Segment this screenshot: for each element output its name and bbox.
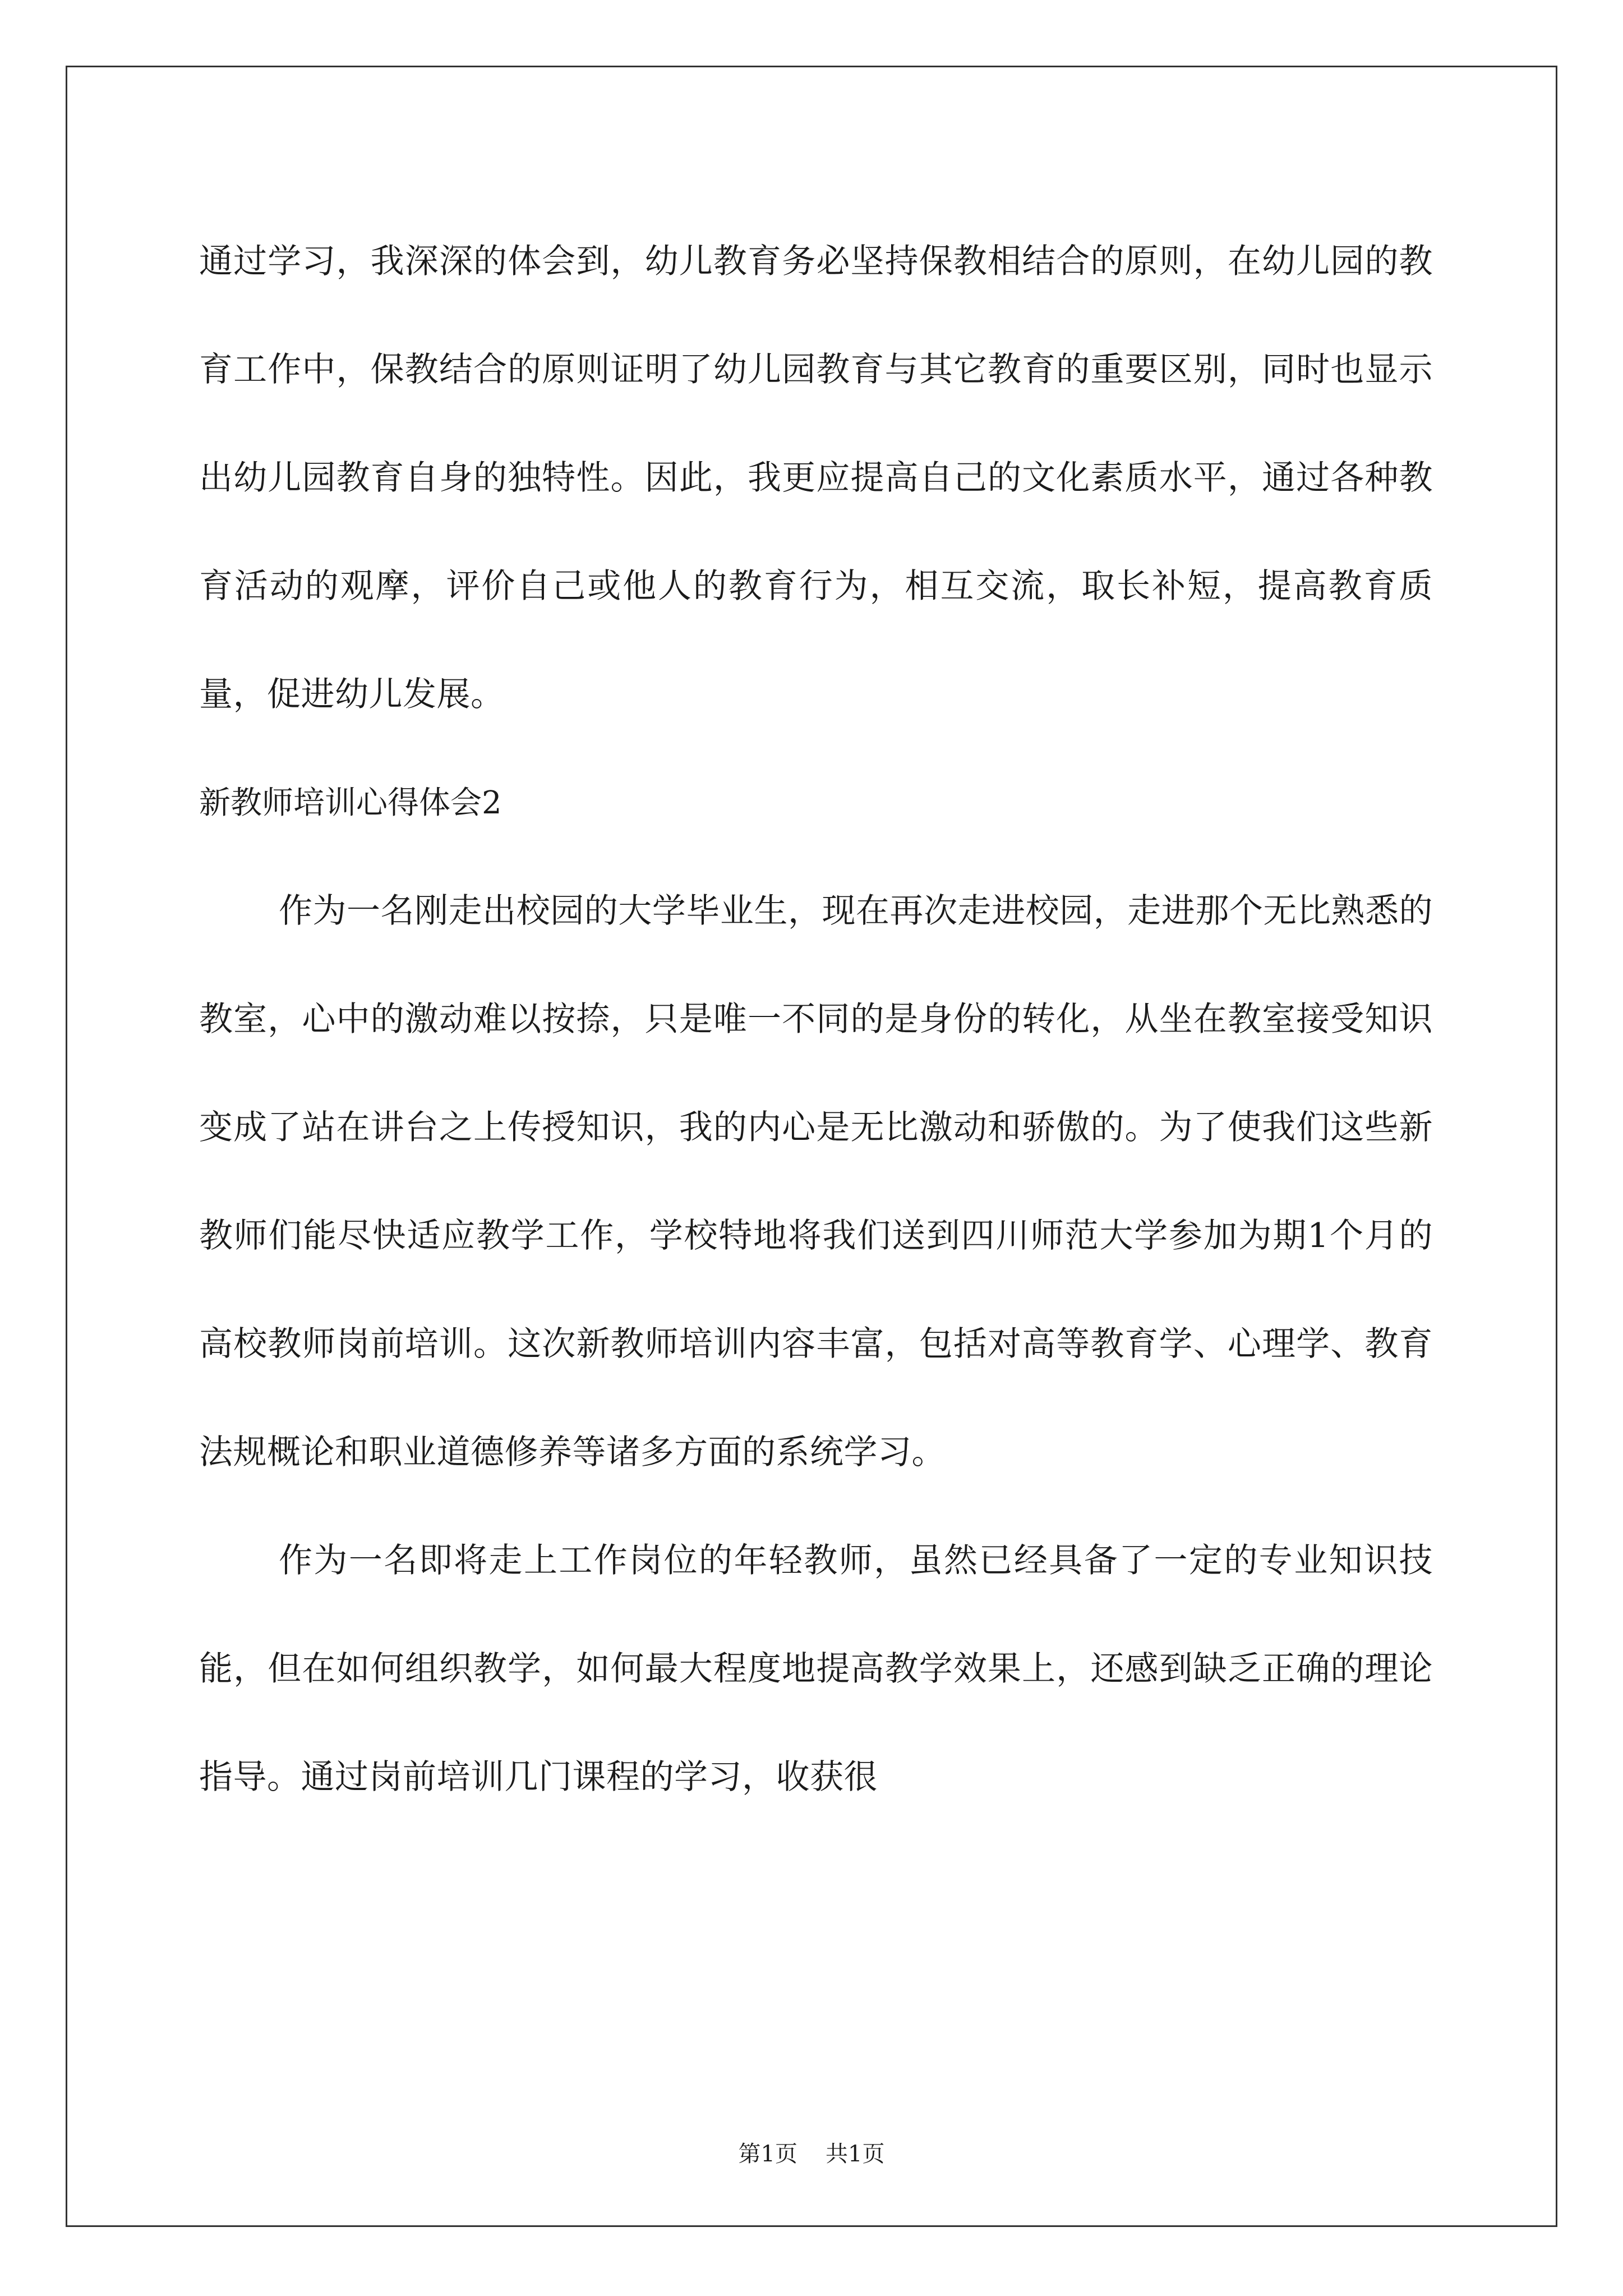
section-heading: 新教师培训心得体会2 [199,785,502,821]
document-body [199,208,1433,1832]
page-footer [0,2137,1623,2171]
paragraph-section-1: 作为一名刚走出校园的大学毕业生，现在再次走进校园，走进那个无比熟悉的教室，心中的激动难以按捺，只是唯一不同的是身份的转化，从坐在教室接受知识变成了站在讲台之上传授知识，我的内心是无比激动和骄傲的。为了使我们这些新教师们能尽快适应教学工作，学校特地将我们送到四川师范大学参加为期1个月的高校教师岗前培训。这次新教师培训内容丰富，包括对高等教育学、心理学、教育法规概论和职业道德修养等诸多方面的系统学习。 [199,891,1433,1472]
page-total: 共1页 [826,2141,885,2167]
paragraph-intro: 通过学习，我深深的体会到，幼儿教育务必坚持保教相结合的原则，在幼儿园的教育工作中，保教结合的原则证明了幼儿园教育与其它教育的重要区别，同时也显示出幼儿园教育自身的独特性。因此，我更应提高自己的文化素质水平，通过各种教育活动的观摩，评价自己或他人的教育行为，相互交流，取长补短，提高教育质量，促进幼儿发展。 [199,242,1433,714]
page-number: 第1页 [738,2141,797,2167]
paragraph-section-2: 作为一名即将走上工作岗位的年轻教师，虽然已经具备了一定的专业知识技能，但在如何组织教学，如何最大程度地提高教学效果上，还感到缺乏正确的理论指导。通过岗前培训几门课程的学习，收获很 [199,1541,1433,1797]
